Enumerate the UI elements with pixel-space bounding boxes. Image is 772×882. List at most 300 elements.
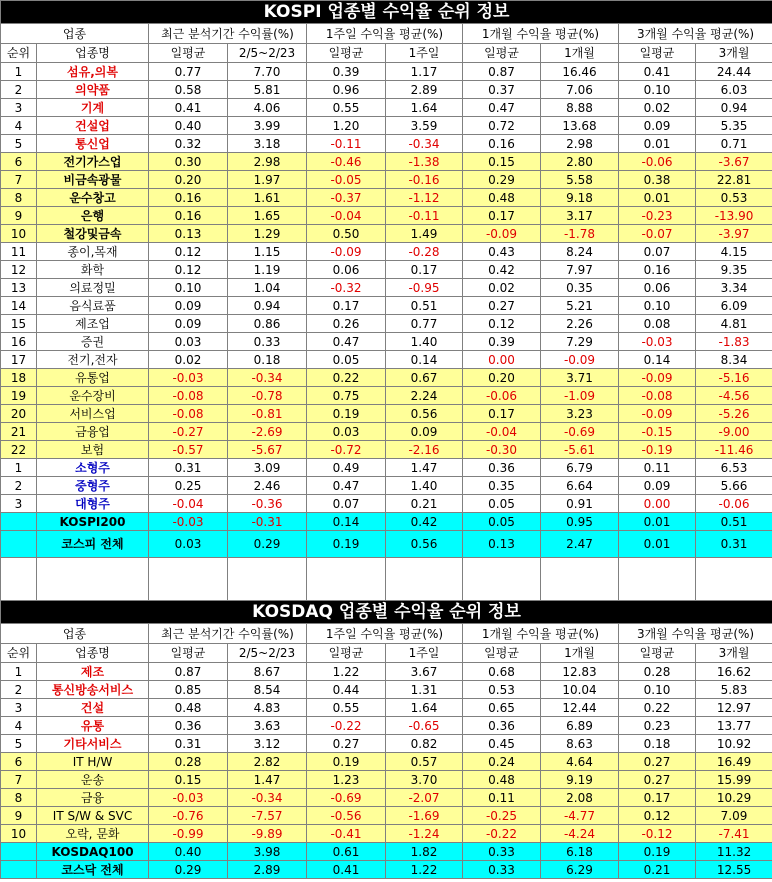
table-row — [1, 279, 772, 297]
rank-cell: 1 — [1, 459, 37, 477]
rank-cell: 5 — [1, 735, 37, 753]
value-cell: 0.33 — [463, 861, 541, 879]
value-cell: -0.78 — [228, 387, 307, 405]
value-cell: 1.64 — [386, 699, 463, 717]
value-cell: -0.30 — [463, 441, 541, 459]
table-row — [1, 753, 772, 771]
kosdaq-title-row — [1, 601, 772, 624]
value-cell: 1.22 — [307, 663, 386, 681]
value-cell: 9.35 — [696, 261, 772, 279]
value-cell: 0.22 — [307, 369, 386, 387]
rank-cell: 14 — [1, 297, 37, 315]
value-cell: 0.03 — [149, 531, 228, 558]
value-cell: 0.87 — [463, 63, 541, 81]
kospi-column-header-row — [1, 44, 772, 63]
group-header: 1개월 수익율 평균(%) — [463, 24, 619, 44]
rank-cell: 10 — [1, 225, 37, 243]
value-cell: -0.03 — [149, 789, 228, 807]
value-cell: 3.59 — [386, 117, 463, 135]
table-row — [1, 771, 772, 789]
table-row — [1, 135, 772, 153]
value-cell: 0.29 — [149, 861, 228, 879]
value-cell: 8.88 — [541, 99, 619, 117]
table-row — [1, 261, 772, 279]
value-cell: 1.40 — [386, 333, 463, 351]
group-header: 최근 분석기간 수익률(%) — [149, 624, 307, 644]
value-cell: -0.56 — [307, 807, 386, 825]
value-cell: 0.05 — [463, 495, 541, 513]
value-cell: 0.11 — [619, 459, 696, 477]
value-cell: 5.83 — [696, 681, 772, 699]
value-cell: -0.22 — [307, 717, 386, 735]
value-cell: 13.68 — [541, 117, 619, 135]
value-cell: 12.44 — [541, 699, 619, 717]
value-cell: -9.00 — [696, 423, 772, 441]
value-cell: 13.77 — [696, 717, 772, 735]
rank-cell: 9 — [1, 207, 37, 225]
table-row — [1, 495, 772, 513]
table-row — [1, 351, 772, 369]
sector-name-cell: 은행 — [37, 207, 149, 225]
table-row — [1, 423, 772, 441]
table-row — [1, 297, 772, 315]
sector-name-cell: 유통업 — [37, 369, 149, 387]
value-cell: 0.28 — [619, 663, 696, 681]
value-cell: 0.23 — [619, 717, 696, 735]
value-cell: 10.29 — [696, 789, 772, 807]
value-cell: 0.31 — [149, 735, 228, 753]
value-cell: 0.48 — [463, 189, 541, 207]
sector-name-cell: 소형주 — [37, 459, 149, 477]
value-cell: -0.08 — [619, 387, 696, 405]
value-cell: 0.19 — [307, 753, 386, 771]
value-cell: 1.40 — [386, 477, 463, 495]
value-cell: 0.85 — [149, 681, 228, 699]
kospi-title: KOSPI 업종별 수익율 순위 정보 — [1, 1, 772, 24]
value-cell: 0.21 — [386, 495, 463, 513]
value-cell: -2.16 — [386, 441, 463, 459]
value-cell: 0.19 — [307, 405, 386, 423]
value-cell: 0.06 — [619, 279, 696, 297]
rank-cell: 3 — [1, 495, 37, 513]
value-cell: 0.15 — [463, 153, 541, 171]
kosdaq-column-header-row — [1, 644, 772, 663]
rank-cell: 5 — [1, 135, 37, 153]
value-cell: 0.47 — [307, 333, 386, 351]
value-cell: 8.54 — [228, 681, 307, 699]
value-cell: -0.04 — [149, 495, 228, 513]
section-gap — [1, 558, 772, 601]
value-cell: -2.69 — [228, 423, 307, 441]
value-cell: 0.21 — [619, 861, 696, 879]
value-cell: 1.23 — [307, 771, 386, 789]
value-cell: 0.01 — [619, 189, 696, 207]
value-cell: 0.32 — [149, 135, 228, 153]
value-cell: 0.22 — [619, 699, 696, 717]
rank-cell: 19 — [1, 387, 37, 405]
value-cell: 0.07 — [619, 243, 696, 261]
sector-name-cell: 비금속광물 — [37, 171, 149, 189]
value-cell: 0.75 — [307, 387, 386, 405]
rank-cell: 6 — [1, 753, 37, 771]
rank-cell: 21 — [1, 423, 37, 441]
value-cell: 6.79 — [541, 459, 619, 477]
value-cell: -0.81 — [228, 405, 307, 423]
table-row — [1, 243, 772, 261]
value-cell: -0.41 — [307, 825, 386, 843]
value-cell: 0.31 — [149, 459, 228, 477]
summary-name-cell: 코스닥 전체 — [37, 861, 149, 879]
value-cell: 2.26 — [541, 315, 619, 333]
value-cell: 5.66 — [696, 477, 772, 495]
value-cell: -0.27 — [149, 423, 228, 441]
value-cell: 0.94 — [696, 99, 772, 117]
value-cell: -9.89 — [228, 825, 307, 843]
column-header: 2/5~2/23 — [228, 644, 307, 663]
value-cell: 0.13 — [149, 225, 228, 243]
value-cell: -0.46 — [307, 153, 386, 171]
value-cell: -4.24 — [541, 825, 619, 843]
value-cell: 0.03 — [307, 423, 386, 441]
value-cell: 6.09 — [696, 297, 772, 315]
value-cell: 0.18 — [228, 351, 307, 369]
rank-cell — [1, 513, 37, 531]
value-cell: 0.17 — [463, 405, 541, 423]
rank-cell: 4 — [1, 117, 37, 135]
value-cell: 0.33 — [228, 333, 307, 351]
value-cell: 2.80 — [541, 153, 619, 171]
value-cell: 0.55 — [307, 99, 386, 117]
value-cell: 6.18 — [541, 843, 619, 861]
value-cell: -0.12 — [619, 825, 696, 843]
rank-cell: 4 — [1, 717, 37, 735]
value-cell: 0.86 — [228, 315, 307, 333]
value-cell: 1.31 — [386, 681, 463, 699]
value-cell: -0.34 — [228, 369, 307, 387]
value-cell: 0.50 — [307, 225, 386, 243]
value-cell: 0.12 — [463, 315, 541, 333]
value-cell: 1.49 — [386, 225, 463, 243]
value-cell: -0.04 — [307, 207, 386, 225]
value-cell: 2.82 — [228, 753, 307, 771]
value-cell: 1.61 — [228, 189, 307, 207]
rank-cell: 16 — [1, 333, 37, 351]
value-cell: 0.17 — [386, 261, 463, 279]
sector-name-cell: 섬유,의복 — [37, 63, 149, 81]
value-cell: -0.95 — [386, 279, 463, 297]
value-cell: 0.10 — [619, 297, 696, 315]
value-cell: 1.97 — [228, 171, 307, 189]
value-cell: 1.29 — [228, 225, 307, 243]
value-cell: 9.19 — [541, 771, 619, 789]
value-cell: 0.16 — [149, 207, 228, 225]
rank-cell: 7 — [1, 771, 37, 789]
value-cell: 0.56 — [386, 531, 463, 558]
value-cell: -0.57 — [149, 441, 228, 459]
value-cell: 10.92 — [696, 735, 772, 753]
value-cell: 0.12 — [619, 807, 696, 825]
value-cell: 0.41 — [619, 63, 696, 81]
group-header: 3개월 수익율 평균(%) — [619, 624, 772, 644]
value-cell: -0.65 — [386, 717, 463, 735]
value-cell: 16.46 — [541, 63, 619, 81]
value-cell: 0.17 — [307, 297, 386, 315]
value-cell: -0.03 — [149, 513, 228, 531]
value-cell: 3.70 — [386, 771, 463, 789]
group-header: 1주일 수익율 평균(%) — [307, 624, 463, 644]
value-cell: 16.49 — [696, 753, 772, 771]
value-cell: 4.06 — [228, 99, 307, 117]
value-cell: 0.82 — [386, 735, 463, 753]
value-cell: 0.53 — [463, 681, 541, 699]
table-row — [1, 441, 772, 459]
value-cell: -5.67 — [228, 441, 307, 459]
value-cell: -0.03 — [619, 333, 696, 351]
value-cell: 6.64 — [541, 477, 619, 495]
table-row — [1, 459, 772, 477]
value-cell: 0.17 — [619, 789, 696, 807]
value-cell: -0.11 — [307, 135, 386, 153]
value-cell: -1.24 — [386, 825, 463, 843]
sector-name-cell: 오락, 문화 — [37, 825, 149, 843]
value-cell: 0.02 — [619, 99, 696, 117]
value-cell: -0.07 — [619, 225, 696, 243]
table-row — [1, 663, 772, 681]
value-cell: -4.56 — [696, 387, 772, 405]
value-cell: 0.09 — [619, 117, 696, 135]
value-cell: 0.12 — [149, 261, 228, 279]
value-cell: -0.09 — [619, 405, 696, 423]
kospi-section — [1, 1, 772, 558]
value-cell: 0.48 — [149, 699, 228, 717]
rank-cell: 6 — [1, 153, 37, 171]
value-cell: 2.98 — [228, 153, 307, 171]
value-cell: 1.17 — [386, 63, 463, 81]
value-cell: -0.32 — [307, 279, 386, 297]
value-cell: -1.69 — [386, 807, 463, 825]
value-cell: 0.27 — [463, 297, 541, 315]
summary-name-cell: KOSPI200 — [37, 513, 149, 531]
value-cell: 0.10 — [619, 81, 696, 99]
value-cell: 8.63 — [541, 735, 619, 753]
rank-cell — [1, 861, 37, 879]
value-cell: 0.14 — [619, 351, 696, 369]
value-cell: 0.06 — [307, 261, 386, 279]
value-cell: 0.19 — [619, 843, 696, 861]
value-cell: 0.56 — [386, 405, 463, 423]
rank-cell: 11 — [1, 243, 37, 261]
value-cell: 0.61 — [307, 843, 386, 861]
value-cell: 0.57 — [386, 753, 463, 771]
value-cell: -0.15 — [619, 423, 696, 441]
value-cell: 0.44 — [307, 681, 386, 699]
rank-cell: 8 — [1, 789, 37, 807]
value-cell: -0.31 — [228, 513, 307, 531]
value-cell: -1.83 — [696, 333, 772, 351]
column-header: 1주일 — [386, 644, 463, 663]
value-cell: -0.99 — [149, 825, 228, 843]
value-cell: 0.02 — [463, 279, 541, 297]
value-cell: 1.47 — [386, 459, 463, 477]
table-row — [1, 807, 772, 825]
value-cell: -0.19 — [619, 441, 696, 459]
group-header: 최근 분석기간 수익률(%) — [149, 24, 307, 44]
table-row — [1, 825, 772, 843]
table-row — [1, 735, 772, 753]
value-cell: 0.13 — [463, 531, 541, 558]
summary-row — [1, 531, 772, 558]
table-row — [1, 369, 772, 387]
value-cell: 0.45 — [463, 735, 541, 753]
value-cell: -3.67 — [696, 153, 772, 171]
sector-name-cell: 전기가스업 — [37, 153, 149, 171]
name-header: 업종명 — [37, 44, 149, 63]
rank-cell: 8 — [1, 189, 37, 207]
value-cell: -0.08 — [149, 387, 228, 405]
value-cell: 0.67 — [386, 369, 463, 387]
value-cell: 0.09 — [619, 477, 696, 495]
summary-row — [1, 861, 772, 879]
value-cell: 0.26 — [307, 315, 386, 333]
value-cell: -0.76 — [149, 807, 228, 825]
sector-name-cell: 제조업 — [37, 315, 149, 333]
table-row — [1, 171, 772, 189]
value-cell: 0.18 — [619, 735, 696, 753]
value-cell: 0.42 — [463, 261, 541, 279]
value-cell: 1.65 — [228, 207, 307, 225]
value-cell: -7.41 — [696, 825, 772, 843]
value-cell: 0.05 — [307, 351, 386, 369]
table-row — [1, 99, 772, 117]
value-cell: 0.27 — [619, 753, 696, 771]
value-cell: 0.05 — [463, 513, 541, 531]
kospi-title-row — [1, 1, 772, 24]
value-cell: 1.20 — [307, 117, 386, 135]
value-cell: -2.07 — [386, 789, 463, 807]
value-cell: 0.17 — [463, 207, 541, 225]
sector-name-cell: 의료정밀 — [37, 279, 149, 297]
value-cell: 5.81 — [228, 81, 307, 99]
value-cell: 0.00 — [619, 495, 696, 513]
rank-cell: 13 — [1, 279, 37, 297]
value-cell: -0.04 — [463, 423, 541, 441]
value-cell: 0.94 — [228, 297, 307, 315]
value-cell: 15.99 — [696, 771, 772, 789]
value-cell: -0.05 — [307, 171, 386, 189]
sector-name-cell: 철강및금속 — [37, 225, 149, 243]
value-cell: 0.40 — [149, 843, 228, 861]
rank-cell: 20 — [1, 405, 37, 423]
value-cell: 0.71 — [696, 135, 772, 153]
value-cell: 2.89 — [228, 861, 307, 879]
value-cell: 1.47 — [228, 771, 307, 789]
column-header: 2/5~2/23 — [228, 44, 307, 63]
value-cell: 0.00 — [463, 351, 541, 369]
summary-row — [1, 513, 772, 531]
value-cell: 0.01 — [619, 513, 696, 531]
value-cell: 22.81 — [696, 171, 772, 189]
value-cell: 0.39 — [463, 333, 541, 351]
value-cell: -3.97 — [696, 225, 772, 243]
value-cell: 2.89 — [386, 81, 463, 99]
value-cell: 0.39 — [307, 63, 386, 81]
sector-name-cell: 제조 — [37, 663, 149, 681]
rank-cell: 2 — [1, 477, 37, 495]
value-cell: 0.40 — [149, 117, 228, 135]
value-cell: 0.87 — [149, 663, 228, 681]
sector-name-cell: 대형주 — [37, 495, 149, 513]
value-cell: -0.11 — [386, 207, 463, 225]
sector-name-cell: 의약품 — [37, 81, 149, 99]
value-cell: -11.46 — [696, 441, 772, 459]
value-cell: 0.10 — [619, 681, 696, 699]
value-cell: 0.31 — [696, 531, 772, 558]
sector-name-cell: 운수장비 — [37, 387, 149, 405]
table-row — [1, 207, 772, 225]
value-cell: 0.91 — [541, 495, 619, 513]
value-cell: 0.20 — [149, 171, 228, 189]
value-cell: 0.95 — [541, 513, 619, 531]
value-cell: 1.19 — [228, 261, 307, 279]
value-cell: 0.14 — [307, 513, 386, 531]
value-cell: 2.46 — [228, 477, 307, 495]
value-cell: 6.53 — [696, 459, 772, 477]
value-cell: 0.68 — [463, 663, 541, 681]
rank-cell: 7 — [1, 171, 37, 189]
value-cell: 10.04 — [541, 681, 619, 699]
column-header: 일평균 — [619, 644, 696, 663]
value-cell: 3.23 — [541, 405, 619, 423]
sector-header: 업종 — [1, 624, 149, 644]
value-cell: -0.28 — [386, 243, 463, 261]
kosdaq-title: KOSDAQ 업종별 수익율 순위 정보 — [1, 601, 772, 624]
value-cell: 0.01 — [619, 135, 696, 153]
value-cell: 5.58 — [541, 171, 619, 189]
value-cell: 0.10 — [149, 279, 228, 297]
column-header: 3개월 — [696, 44, 772, 63]
sector-name-cell: 유통 — [37, 717, 149, 735]
value-cell: 1.64 — [386, 99, 463, 117]
table-row — [1, 81, 772, 99]
value-cell: -0.06 — [696, 495, 772, 513]
sector-name-cell: 건설업 — [37, 117, 149, 135]
column-header: 1주일 — [386, 44, 463, 63]
column-header: 일평균 — [463, 44, 541, 63]
sector-name-cell: 중형주 — [37, 477, 149, 495]
value-cell: 3.71 — [541, 369, 619, 387]
value-cell: -0.16 — [386, 171, 463, 189]
value-cell: 0.09 — [149, 315, 228, 333]
value-cell: 0.55 — [307, 699, 386, 717]
value-cell: 0.47 — [307, 477, 386, 495]
value-cell: 8.67 — [228, 663, 307, 681]
rank-cell: 3 — [1, 99, 37, 117]
sector-name-cell: 전기,전자 — [37, 351, 149, 369]
value-cell: 12.55 — [696, 861, 772, 879]
value-cell: 0.15 — [149, 771, 228, 789]
value-cell: 0.27 — [307, 735, 386, 753]
value-cell: -0.08 — [149, 405, 228, 423]
rank-cell: 2 — [1, 681, 37, 699]
value-cell: 0.77 — [386, 315, 463, 333]
value-cell: -0.36 — [228, 495, 307, 513]
value-cell: 12.83 — [541, 663, 619, 681]
value-cell: -1.12 — [386, 189, 463, 207]
sector-name-cell: 통신방송서비스 — [37, 681, 149, 699]
value-cell: 0.08 — [619, 315, 696, 333]
sector-name-cell: 금융 — [37, 789, 149, 807]
value-cell: 0.09 — [386, 423, 463, 441]
